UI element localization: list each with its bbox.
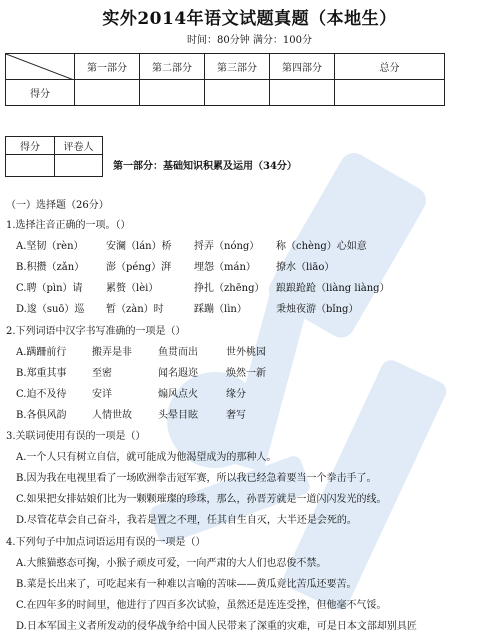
- grader-score-cell[interactable]: [6, 155, 55, 177]
- question-stem: 2.下列词语中汉字书写准确的一项是（）: [6, 326, 186, 337]
- score-col-1: 第一部分: [75, 54, 140, 80]
- page-title: 实外2014年语文试题真题（本地生）: [102, 9, 397, 29]
- score-row-label: 得分: [6, 80, 75, 106]
- score-cell[interactable]: [140, 80, 205, 106]
- score-col-total: 总分: [335, 54, 445, 80]
- section-heading: 第一部分：基础知识积累及运用（34分）: [113, 161, 297, 172]
- option-row[interactable]: B.菜是长出来了，可吃起来有一种难以言喻的苦味——黄瓜竟比苦瓜还要苦。: [16, 579, 357, 590]
- option-row[interactable]: C.在四年多的时间里，他进行了四百多次试验，虽然还是连连受挫，但他毫不气馁。: [16, 600, 387, 611]
- option-row[interactable]: A.一个人只有树立自信，就可能成为他渴望成为的那种人。: [16, 452, 277, 463]
- part-heading: （一）选择题（26分）: [6, 200, 109, 211]
- diagonal-line: [6, 54, 74, 80]
- score-col-2: 第二部分: [140, 54, 205, 80]
- grader-name-cell[interactable]: [55, 155, 103, 177]
- diagonal-cell: [6, 54, 75, 80]
- option-row[interactable]: A.大熊猫憨态可掬，小猴子顽皮可爱，一向严肃的大人们也忍俊不禁。: [16, 558, 327, 569]
- score-cell[interactable]: [335, 80, 445, 106]
- option-row[interactable]: B.因为我在电视里看了一场欧洲拳击冠军赛，所以我已经急着要当一个拳击手了。: [16, 473, 377, 484]
- option-row[interactable]: D.尽管花草会自己奋斗，我若是置之不理，任其自生自灭，大半还是会死的。: [16, 515, 357, 526]
- question-stem: 1.选择注音正确的一项。（）: [6, 220, 131, 231]
- score-cell[interactable]: [75, 80, 140, 106]
- option-row[interactable]: C.如果把女排姑娘们比为一颗颗璀璨的珍珠，那么，孙晋芳就是一道闪闪发光的线。: [16, 494, 387, 505]
- exam-meta: 时间：80分钟 满分：100分: [187, 35, 312, 46]
- grader-score-label: 得分: [6, 137, 55, 155]
- question-stem: 4.下列句子中加点词语运用有误的一项是（）: [6, 537, 206, 548]
- question-stem: 3.关联词使用有误的一项是（）: [6, 431, 146, 442]
- score-cell[interactable]: [270, 80, 335, 106]
- score-table: [5, 53, 445, 106]
- score-col-3: 第三部分: [205, 54, 270, 80]
- grader-table: [5, 136, 103, 177]
- grader-name-label: 评卷人: [55, 137, 103, 155]
- option-row[interactable]: D.日本军国主义者所发动的侵华战争给中国人民带来了深重的灾难，可是日本文部却别具匠: [16, 621, 417, 632]
- score-col-4: 第四部分: [270, 54, 335, 80]
- score-cell[interactable]: [205, 80, 270, 106]
